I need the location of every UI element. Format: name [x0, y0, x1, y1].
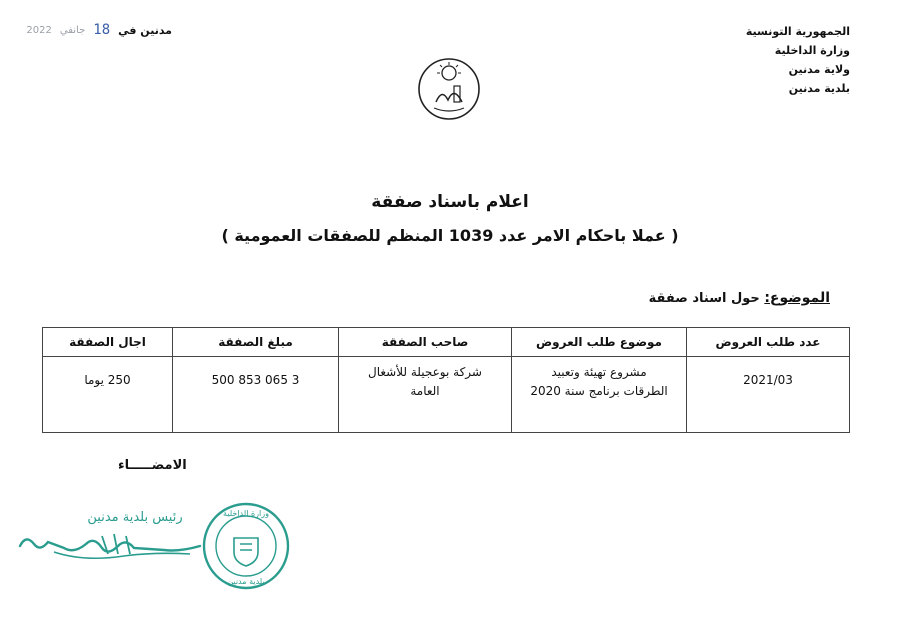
cell-owner-line1: شركة بوعجيلة للأشغال: [368, 365, 482, 379]
cell-duration: 250 يوما: [43, 357, 173, 433]
cell-number: 2021/03: [687, 357, 850, 433]
cell-owner-line2: العامة: [410, 384, 440, 398]
handwritten-signature-icon: [14, 522, 204, 570]
cell-subject-line1: مشروع تهيئة وتعبيد: [551, 365, 647, 379]
subject-label: الموضوع:: [764, 290, 830, 306]
col-header-amount: مبلغ الصفقة: [173, 328, 339, 357]
issuer-line-municipality: بلدية مدنين: [788, 82, 850, 95]
date-line: [22, 22, 172, 38]
municipality-emblem-icon: [414, 56, 484, 122]
issuer-line-republic: الجمهورية التونسية: [745, 25, 850, 38]
svg-text:رئيس بلدية مدنين: رئيس بلدية مدنين: [87, 510, 183, 525]
subject-text: حول اسناد صفقة: [648, 291, 760, 306]
date-day: 18: [93, 22, 111, 38]
subject-line: [649, 290, 830, 306]
table-header-row: [43, 328, 850, 357]
col-header-number: عدد طلب العروض: [687, 328, 850, 357]
svg-text:وزارة الداخلية: وزارة الداخلية: [223, 509, 269, 518]
signature-label: الامضـــــاء: [118, 458, 187, 473]
award-table: [42, 327, 850, 433]
col-header-subject: موضوع طلب العروض: [512, 328, 687, 357]
issuer-block: [680, 22, 850, 98]
issuer-line-ministry: وزارة الداخلية: [774, 44, 850, 57]
cell-subject: [512, 357, 687, 433]
date-year: 2022: [26, 24, 52, 36]
table-row: [43, 357, 850, 433]
cell-amount: 3 065 853 500: [173, 357, 339, 433]
cell-owner: [339, 357, 512, 433]
cell-subject-line2: الطرقات برنامج سنة 2020: [530, 384, 668, 398]
official-seal-icon: [200, 500, 292, 592]
notice-title: اعلام باسناد صفقة: [371, 192, 529, 212]
notice-subtitle: ( عملا باحكام الامر عدد 1039 المنظم للصفقات العمومية ): [221, 226, 679, 245]
issuer-line-governorate: ولاية مدنين: [788, 63, 850, 76]
date-city: مدنين في: [118, 23, 172, 37]
col-header-duration: اجال الصفقة: [43, 328, 173, 357]
col-header-owner: صاحب الصفقة: [339, 328, 512, 357]
date-month: جانفي: [59, 24, 86, 36]
svg-text:بلدية مدنين: بلدية مدنين: [227, 577, 265, 586]
